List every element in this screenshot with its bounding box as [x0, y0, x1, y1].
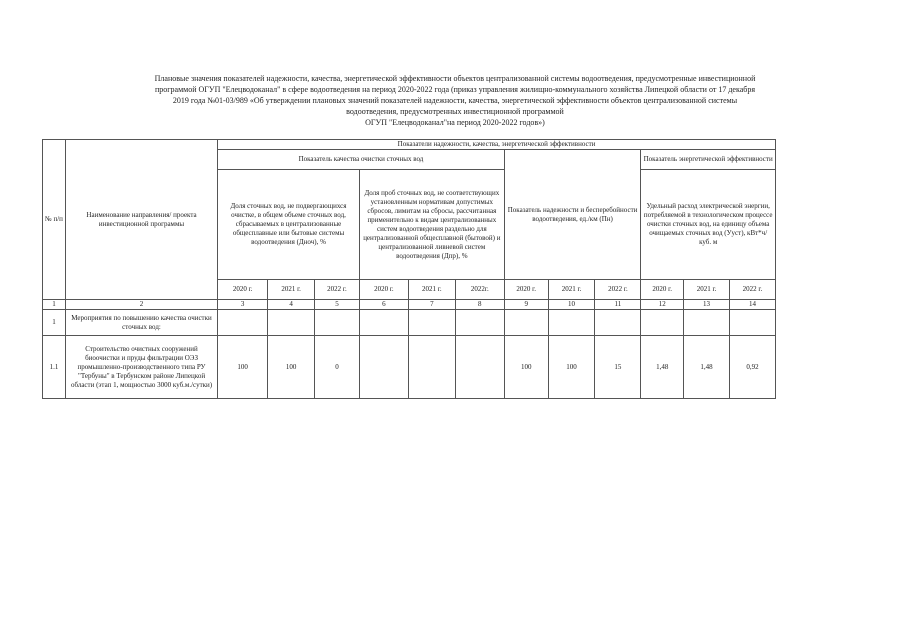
value-cell: [218, 310, 268, 336]
column-number: 14: [729, 300, 775, 310]
value-cell: 100: [548, 336, 595, 399]
document-title: [40, 73, 870, 128]
column-number: 12: [641, 300, 684, 310]
title-line-5: ОГУП "Елецводоканал"на период 2020-2022 годов»): [365, 118, 545, 127]
column-number: 10: [548, 300, 595, 310]
value-cell: [641, 310, 684, 336]
year-header: 2020 г.: [218, 280, 268, 300]
value-cell: [408, 310, 455, 336]
year-header: 2020 г.: [359, 280, 408, 300]
title-line-2: программой ОГУП "Елецводоканал" в сфере водоотведения на период 2020-2022 года (приказ управления жилищно-коммунального хозяйства Липецкой области от 17 декабря: [154, 85, 756, 94]
header-energy-consumption: Удельный расход электрической энергии, потребляемой в технологическом процессе очистки сточных вод, на единицу объема очищаемых сточных вод (Ууст), кВт*ч/куб. м: [641, 170, 776, 280]
value-cell: [359, 310, 408, 336]
column-number: 11: [595, 300, 641, 310]
column-number: 9: [504, 300, 548, 310]
value-cell: [729, 310, 775, 336]
value-cell: 1,48: [641, 336, 684, 399]
value-cell: [359, 336, 408, 399]
row-project-name: Строительство очистных сооружений биоочистки и пруды фильтрации ОЭЗ промышленно-производственного типа РУ "Тербуны" в Тербунском районе Липецкой области (этап 1, мощностью 3000 куб.м./сутки): [65, 336, 217, 399]
value-cell: 100: [268, 336, 315, 399]
column-number: 4: [268, 300, 315, 310]
year-header: 2022 г.: [729, 280, 775, 300]
title-line-3: 2019 года №01-03/989 «Об утверждении плановых значений показателей надежности, качества, энергетической эффективности объектов централизованной системы: [172, 96, 738, 105]
row-project-name: Мероприятия по повышению качества очистки сточных вод:: [65, 310, 217, 336]
value-cell: 15: [595, 336, 641, 399]
column-number: 2: [65, 300, 217, 310]
header-group-energy: Показатель энергетической эффективности: [641, 150, 776, 170]
value-cell: 0,92: [729, 336, 775, 399]
column-number: 6: [359, 300, 408, 310]
year-header: 2021 г.: [548, 280, 595, 300]
table-row: [43, 336, 776, 399]
header-group-main: Показатели надежности, качества, энергетической эффективности: [218, 140, 776, 150]
year-header: 2021 г.: [408, 280, 455, 300]
year-header: 2020 г.: [504, 280, 548, 300]
value-cell: 100: [504, 336, 548, 399]
year-header: 2022г.: [455, 280, 504, 300]
value-cell: 1,48: [684, 336, 730, 399]
year-header: 2020 г.: [641, 280, 684, 300]
value-cell: [595, 310, 641, 336]
header-reliability: Показатель надежности и бесперебойности водоотведения, ед./км (Пн): [504, 150, 641, 280]
header-dnoch: Доля сточных вод, не подвергающихся очистке, в общем объеме сточных вод, сбрасываемых в централизованные общесплавные или бытовые системы водоотведения (Дноч), %: [218, 170, 360, 280]
table-row: [43, 310, 776, 336]
value-cell: [455, 336, 504, 399]
title-line-1: Плановые значения показателей надежности, качества, энергетической эффективности объектов централизованной системы водоотведения, предусмотренные инвестиционной: [154, 74, 756, 83]
value-cell: [455, 310, 504, 336]
header-project-name: Наименование направления/ проекта инвестиционной программы: [65, 140, 217, 300]
indicators-table: [42, 139, 776, 399]
column-number: 5: [315, 300, 360, 310]
value-cell: [268, 310, 315, 336]
column-number: 8: [455, 300, 504, 310]
value-cell: 100: [218, 336, 268, 399]
row-number: 1.1: [43, 336, 66, 399]
year-header: 2022 г.: [315, 280, 360, 300]
value-cell: 0: [315, 336, 360, 399]
header-group-quality: Показатель качества очистки сточных вод: [218, 150, 505, 170]
year-header: 2021 г.: [268, 280, 315, 300]
value-cell: [408, 336, 455, 399]
value-cell: [684, 310, 730, 336]
column-number: 1: [43, 300, 66, 310]
value-cell: [548, 310, 595, 336]
row-number: 1: [43, 310, 66, 336]
column-number: 13: [684, 300, 730, 310]
year-header: 2021 г.: [684, 280, 730, 300]
value-cell: [315, 310, 360, 336]
value-cell: [504, 310, 548, 336]
header-dpr: Доля проб сточных вод, не соответствующих установленным нормативам допустимых сбросов, лимитам на сбросы, рассчитанная применительно к видам централизованных систем водоотведения раздельно для централизованной общесплавной (бытовой) и централизованной ливневой систем водоотведения (Дпр), %: [359, 170, 504, 280]
year-header: 2022 г.: [595, 280, 641, 300]
title-line-4: водоотведения, предусмотренных инвестиционной программой: [346, 107, 564, 116]
column-number: 3: [218, 300, 268, 310]
column-number: 7: [408, 300, 455, 310]
header-number: № п/п: [43, 140, 66, 300]
